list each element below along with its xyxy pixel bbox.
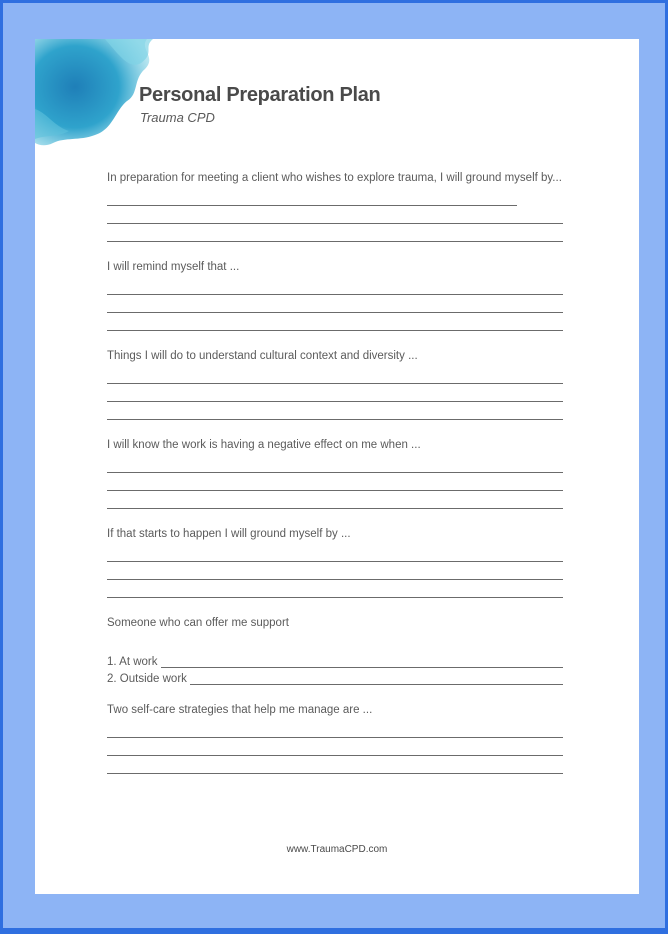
form-content	[107, 169, 563, 790]
answer-line[interactable]	[107, 552, 563, 562]
answer-line[interactable]	[107, 499, 563, 509]
footer-url: www.TraumaCPD.com	[286, 844, 388, 855]
page-title: Personal Preparation Plan	[139, 84, 381, 106]
section-cultural-context	[107, 347, 563, 420]
answer-line[interactable]	[107, 232, 563, 242]
answer-line[interactable]	[161, 656, 564, 668]
answer-line[interactable]	[107, 463, 563, 473]
answer-line[interactable]	[107, 196, 517, 206]
answer-line[interactable]	[107, 374, 563, 384]
answer-line[interactable]	[107, 570, 563, 580]
section-selfcare	[107, 701, 563, 774]
section-prompt: Two self-care strategies that help me manage are ...	[107, 704, 373, 716]
section-prompt: Things I will do to understand cultural context and diversity ...	[107, 350, 418, 362]
support-item-outside-work	[107, 668, 563, 685]
section-grounding	[107, 169, 563, 242]
answer-line[interactable]	[107, 214, 563, 224]
answer-line[interactable]	[107, 410, 563, 420]
answer-line[interactable]	[107, 728, 563, 738]
support-item-work	[107, 651, 563, 668]
answer-line[interactable]	[107, 764, 563, 774]
document-page	[35, 39, 639, 894]
answer-line[interactable]	[107, 321, 563, 331]
support-item-label: 1. At work	[107, 656, 158, 668]
answer-line[interactable]	[107, 303, 563, 313]
answer-line[interactable]	[107, 588, 563, 598]
answer-line[interactable]	[107, 481, 563, 491]
section-negative-effect	[107, 436, 563, 509]
support-item-label: 2. Outside work	[107, 673, 187, 685]
answer-line[interactable]	[107, 285, 563, 295]
section-ground-again	[107, 525, 563, 598]
page-subtitle: Trauma CPD	[140, 110, 215, 125]
answer-line[interactable]	[190, 673, 563, 685]
section-prompt: I will remind myself that ...	[107, 261, 240, 273]
section-support	[107, 614, 563, 685]
support-list	[107, 651, 563, 685]
answer-line[interactable]	[107, 392, 563, 402]
section-prompt: Someone who can offer me support	[107, 617, 289, 629]
answer-line[interactable]	[107, 746, 563, 756]
section-prompt: In preparation for meeting a client who wishes to explore trauma, I will ground myself by...	[107, 172, 562, 184]
section-prompt: If that starts to happen I will ground myself by ...	[107, 528, 351, 540]
section-prompt: I will know the work is having a negative effect on me when ...	[107, 439, 421, 451]
section-remind	[107, 258, 563, 331]
